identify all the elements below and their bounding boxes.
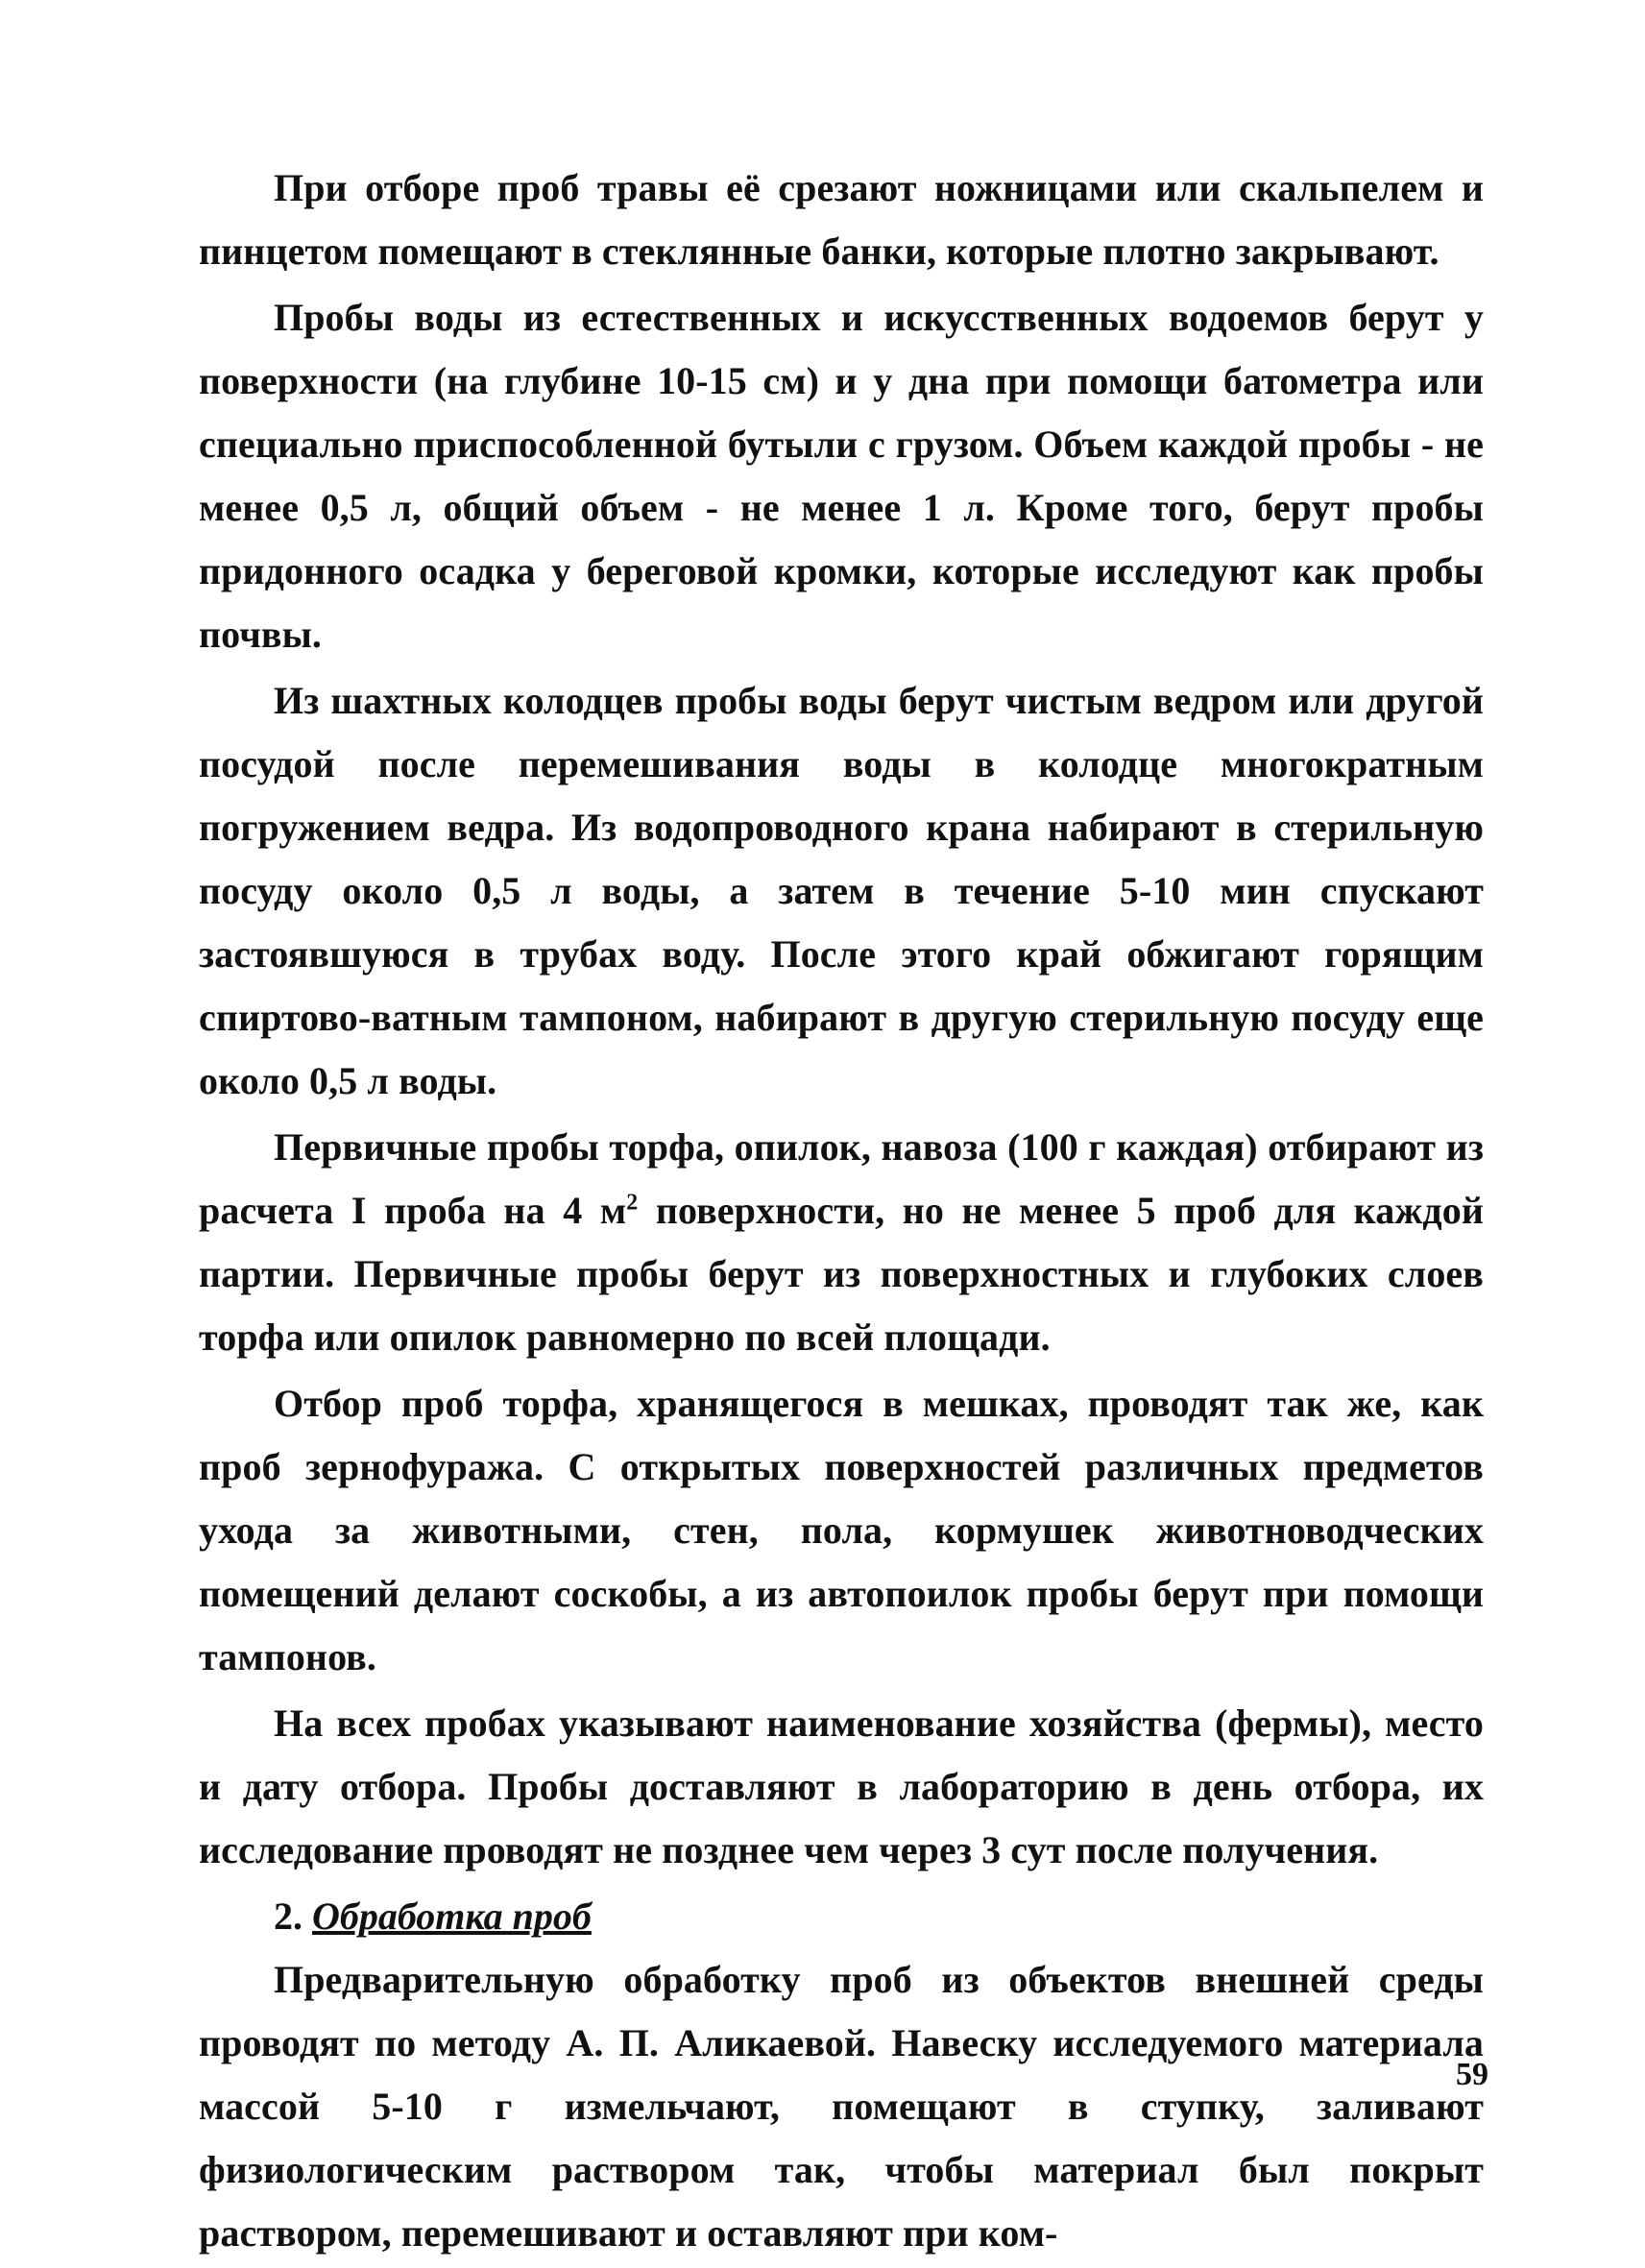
paragraph-labeling-and-delivery: На всех пробах указывают наименование хозяйства (фермы), место и дату отбора. Пробы доставляют в лабораторию в день отбора, их исследование проводят не позднее чем через 3 сут после получения.: [199, 1701, 1484, 1871]
paragraph-grass-sampling: При отборе проб травы её срезают ножницами или скальпелем и пинцетом помещают в стеклянные банки, которые плотно закрывают.: [199, 166, 1484, 273]
peat-text-after: поверхности, но не менее 5 проб для каждой партии. Первичные пробы берут из поверхностных и глубоких слоев торфа или опилок равномерно по всей площади.: [199, 1189, 1484, 1359]
paragraph-preliminary-processing: Предварительную обработку проб из объектов внешней среды проводят по методу А. П. Аликаевой. Навеску исследуемого материала массой 5-10 г измельчают, помещают в ступку, заливают физиологическим раствором так, чтобы материал был покрыт раствором, перемешивают и оставляют при ком-: [199, 1958, 1484, 2255]
paragraph-peat-sawdust-manure: [199, 1116, 1484, 1369]
text-column: [199, 157, 1484, 2265]
paragraph-wells-and-tap: Из шахтных колодцев пробы воды берут чистым ведром или другой посудой после перемешивания воды в колодце многократным погружением ведра. Из водопроводного крана набирают в стерильную посуду около 0,5 л воды, а затем в течение 5-10 мин спускают застоявшуюся в трубах воду. После этого край обжигают горящим спиртово-ватным тампоном, набирают в другую стерильную посуду еще около 0,5 л воды.: [199, 679, 1484, 1102]
section-title: Обработка проб: [312, 1894, 592, 1938]
paragraph-bagged-peat-and-swabs: Отбор проб торфа, хранящегося в мешках, проводят так же, как проб зернофуража. С открытых поверхностей различных предметов ухода за животными, стен, пола, кормушек животноводческих помещений делают соскобы, а из автопоилок пробы берут при помощи тампонов.: [199, 1382, 1484, 1678]
paragraph-water-reservoirs: Пробы воды из естественных и искусственных водоемов берут у поверхности (на глубине 10-15 см) и у дна при помощи батометра или специально приспособленной бутыли с грузом. Объем каждой пробы - не менее 0,5 л, общий объем - не менее 1 л. Кроме того, берут пробы придонного осадка у береговой кромки, которые исследуют как пробы почвы.: [199, 296, 1484, 656]
page-number: 59: [1456, 2057, 1488, 2092]
section-number: 2.: [274, 1894, 302, 1938]
section-heading: [199, 1885, 1484, 1948]
peat-text-before: Первичные пробы торфа, опилок, навоза (100 г каждая) отбирают из расчета I проба на 4 м: [199, 1125, 1484, 1232]
square-superscript: 2: [626, 1190, 639, 1216]
